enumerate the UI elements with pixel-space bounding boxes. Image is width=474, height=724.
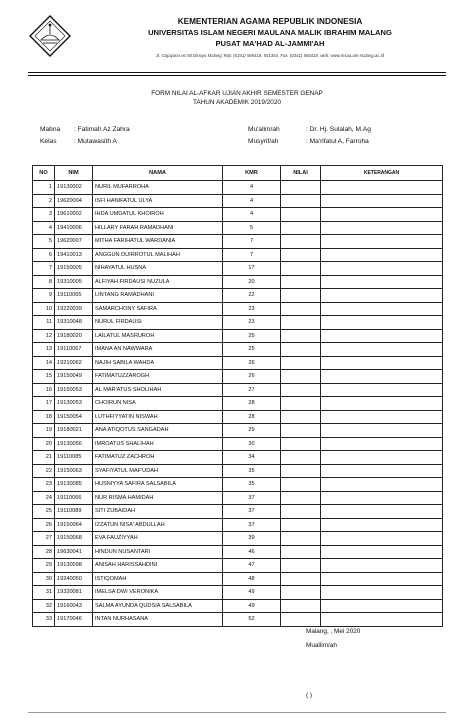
cell-keterangan: [321, 302, 443, 316]
table-row: [33, 505, 443, 519]
cell-nilai: [281, 437, 321, 451]
cell-nim: 19150053: [55, 383, 93, 397]
mualim-label: Mu'alim/ah: [248, 126, 280, 133]
cell-no: 10: [33, 302, 55, 316]
cell-kmr: 30: [223, 437, 281, 451]
table-row: [33, 329, 443, 343]
header-no: NO: [33, 166, 55, 181]
cell-nim: 19210062: [55, 356, 93, 370]
cell-nilai: [281, 262, 321, 276]
cell-kmr: 25: [223, 343, 281, 357]
cell-no: 20: [33, 437, 55, 451]
cell-no: 24: [33, 491, 55, 505]
cell-nama: ISFI HANIFATUL ULYA: [93, 194, 223, 208]
cell-keterangan: [321, 505, 443, 519]
cell-keterangan: [321, 613, 443, 627]
cell-nim: 19150068: [55, 532, 93, 546]
cell-nama: IMANA AN NAWWARA: [93, 343, 223, 357]
cell-keterangan: [321, 329, 443, 343]
table-row: [33, 275, 443, 289]
cell-nama: LUTHFIYYATIN NISWAH: [93, 410, 223, 424]
letterhead-divider: [28, 72, 446, 73]
cell-nama: HILLARY FARAH RAMADHANI: [93, 221, 223, 235]
table-row: [33, 491, 443, 505]
cell-nim: 19110065: [55, 289, 93, 303]
cell-nim: 19110089: [55, 505, 93, 519]
cell-keterangan: [321, 545, 443, 559]
cell-nama: ANGGUN DUIRROTUL MALIHAH: [93, 248, 223, 262]
cell-keterangan: [321, 356, 443, 370]
table-row: [33, 289, 443, 303]
table-row: [33, 599, 443, 613]
cell-no: 11: [33, 316, 55, 330]
cell-kmr: 4: [223, 208, 281, 222]
cell-no: 6: [33, 248, 55, 262]
cell-no: 33: [33, 613, 55, 627]
cell-no: 13: [33, 343, 55, 357]
table-row: [33, 316, 443, 330]
cell-kmr: 26: [223, 370, 281, 384]
cell-kmr: 46: [223, 545, 281, 559]
cell-nilai: [281, 613, 321, 627]
cell-nim: 19160043: [55, 599, 93, 613]
cell-no: 8: [33, 275, 55, 289]
cell-nama: IMELSA DWI VERONIKA: [93, 586, 223, 600]
cell-nim: 19220039: [55, 302, 93, 316]
kelas-label: Kelas: [40, 138, 57, 145]
mabna-label: Mabna: [40, 126, 61, 133]
cell-kmr: 34: [223, 451, 281, 465]
cell-nilai: [281, 599, 321, 613]
cell-keterangan: [321, 532, 443, 546]
cell-keterangan: [321, 599, 443, 613]
cell-nama: CHOIRUN NISA: [93, 397, 223, 411]
header-nim: NIM: [55, 166, 93, 181]
cell-keterangan: [321, 208, 443, 222]
cell-no: 16: [33, 383, 55, 397]
table-row: [33, 343, 443, 357]
cell-no: 30: [33, 572, 55, 586]
cell-nilai: [281, 478, 321, 492]
cell-keterangan: [321, 370, 443, 384]
cell-nilai: [281, 181, 321, 195]
cell-nim: 19110066: [55, 491, 93, 505]
cell-nama: IHDA UMDATUL KHOIROH: [93, 208, 223, 222]
cell-nilai: [281, 397, 321, 411]
table-row: [33, 464, 443, 478]
cell-nama: FATIMATUZZAROGH: [93, 370, 223, 384]
table-row: [33, 302, 443, 316]
cell-no: 9: [33, 289, 55, 303]
info-left: [40, 124, 130, 148]
cell-nama: IMROATUS SHALIHAH: [93, 437, 223, 451]
cell-kmr: 49: [223, 586, 281, 600]
page-bottom-divider: [28, 712, 446, 713]
cell-keterangan: [321, 181, 443, 195]
cell-nim: 19130098: [55, 559, 93, 573]
cell-keterangan: [321, 248, 443, 262]
cell-no: 14: [33, 356, 55, 370]
cell-kmr: 22: [223, 289, 281, 303]
cell-nilai: [281, 370, 321, 384]
cell-keterangan: [321, 451, 443, 465]
cell-kmr: 23: [223, 302, 281, 316]
cell-keterangan: [321, 383, 443, 397]
cell-nim: 19320081: [55, 586, 93, 600]
mualim-value: : Dr. Hj. Sulalah, M.Ag: [306, 126, 371, 133]
cell-no: 3: [33, 208, 55, 222]
header-nama: NAMA: [93, 166, 223, 181]
cell-kmr: 23: [223, 316, 281, 330]
cell-nim: 19150064: [55, 518, 93, 532]
cell-no: 26: [33, 518, 55, 532]
table-header-row: [33, 166, 443, 181]
cell-keterangan: [321, 518, 443, 532]
cell-nama: INTAN NURHASANA: [93, 613, 223, 627]
cell-nama: NURUL FIRDAUSI: [93, 316, 223, 330]
cell-keterangan: [321, 316, 443, 330]
address-line: Jl. Gajayana no 50 Dinoyo Malang Telp: (0341) 565418, 551354, Fax. (0341) 565418, web: www.msaa.uin-malang.ac.id: [156, 53, 384, 58]
cell-kmr: 52: [223, 613, 281, 627]
cell-nim: 19150054: [55, 410, 93, 424]
cell-no: 32: [33, 599, 55, 613]
table-row: [33, 532, 443, 546]
cell-kmr: 7: [223, 235, 281, 249]
cell-kmr: 17: [223, 262, 281, 276]
table-row: [33, 181, 443, 195]
cell-kmr: 35: [223, 478, 281, 492]
letterhead-divider-thin: [28, 75, 446, 76]
header-kmr: KMR: [223, 166, 281, 181]
cell-no: 7: [33, 262, 55, 276]
grades-table: [32, 165, 443, 627]
cell-kmr: 20: [223, 275, 281, 289]
cell-keterangan: [321, 343, 443, 357]
uin-malang-logo: [28, 14, 72, 58]
cell-nim: 19180021: [55, 424, 93, 438]
table-row: [33, 397, 443, 411]
table-row: [33, 424, 443, 438]
cell-nilai: [281, 451, 321, 465]
cell-no: 29: [33, 559, 55, 573]
table-row: [33, 356, 443, 370]
cell-kmr: 27: [223, 383, 281, 397]
cell-keterangan: [321, 464, 443, 478]
cell-nim: 19620007: [55, 235, 93, 249]
cell-no: 22: [33, 464, 55, 478]
cell-nama: MITHA FARIHATUL WARDANIA: [93, 235, 223, 249]
table-row: [33, 370, 443, 384]
cell-keterangan: [321, 559, 443, 573]
cell-kmr: 25: [223, 329, 281, 343]
cell-keterangan: [321, 572, 443, 586]
cell-nilai: [281, 559, 321, 573]
cell-nama: ISTIQOMAH: [93, 572, 223, 586]
cell-nilai: [281, 356, 321, 370]
cell-nim: 19410013: [55, 248, 93, 262]
cell-kmr: 5: [223, 221, 281, 235]
cell-no: 17: [33, 397, 55, 411]
cell-nim: 19130002: [55, 181, 93, 195]
cell-no: 15: [33, 370, 55, 384]
cell-nilai: [281, 302, 321, 316]
table-row: [33, 262, 443, 276]
table-row: [33, 478, 443, 492]
cell-nilai: [281, 221, 321, 235]
cell-no: 31: [33, 586, 55, 600]
cell-nilai: [281, 410, 321, 424]
cell-kmr: 4: [223, 194, 281, 208]
cell-nilai: [281, 329, 321, 343]
cell-nama: IZZATUN NISA' ABDULLAH: [93, 518, 223, 532]
cell-nama: NIHAYATUL HUSNA: [93, 262, 223, 276]
table-row: [33, 545, 443, 559]
cell-kmr: 48: [223, 572, 281, 586]
cell-nilai: [281, 545, 321, 559]
cell-nim: 19150049: [55, 370, 93, 384]
cell-nim: 19630041: [55, 545, 93, 559]
cell-nilai: [281, 572, 321, 586]
cell-nama: HUSNIYYA SAFIRA SALSABILA: [93, 478, 223, 492]
cell-nilai: [281, 518, 321, 532]
table-row: [33, 383, 443, 397]
cell-nim: 19170046: [55, 613, 93, 627]
cell-no: 4: [33, 221, 55, 235]
table-row: [33, 410, 443, 424]
info-right: [248, 124, 371, 148]
letterhead: [80, 16, 460, 58]
cell-keterangan: [321, 275, 443, 289]
cell-keterangan: [321, 235, 443, 249]
cell-nama: FATIMATUZ ZACHROH: [93, 451, 223, 465]
kelas-value: : Mutawasith A: [74, 138, 117, 145]
cell-no: 1: [33, 181, 55, 195]
cell-nama: EVA FAUZIYYAH: [93, 532, 223, 546]
signature-name-line: ( ): [306, 692, 313, 699]
form-title-line: FORM NILAI AL-AFKAR UJIAN AKHIR SEMESTER GENAP: [151, 90, 323, 97]
cell-no: 12: [33, 329, 55, 343]
cell-nilai: [281, 491, 321, 505]
musyrif-label: Musyrif/ah: [248, 138, 279, 145]
table-row: [33, 586, 443, 600]
cell-no: 2: [33, 194, 55, 208]
university-name: UNIVERSITAS ISLAM NEGERI MAULANA MALIK IBRAHIM MALANG: [148, 28, 392, 37]
cell-keterangan: [321, 437, 443, 451]
cell-kmr: 37: [223, 505, 281, 519]
table-row: [33, 248, 443, 262]
cell-nilai: [281, 383, 321, 397]
cell-keterangan: [321, 424, 443, 438]
cell-kmr: 7: [223, 248, 281, 262]
cell-nama: NUR RISMA HAMIDAH: [93, 491, 223, 505]
cell-keterangan: [321, 397, 443, 411]
cell-kmr: 4: [223, 181, 281, 195]
ministry-name: KEMENTERIAN AGAMA REPUBLIK INDONESIA: [177, 17, 363, 26]
cell-keterangan: [321, 410, 443, 424]
cell-kmr: 47: [223, 559, 281, 573]
cell-kmr: 28: [223, 410, 281, 424]
table-row: [33, 559, 443, 573]
cell-keterangan: [321, 289, 443, 303]
cell-nim: 19620004: [55, 194, 93, 208]
table-row: [33, 451, 443, 465]
table-row: [33, 572, 443, 586]
cell-nama: NURIL MUFARROHA: [93, 181, 223, 195]
cell-nim: 19310005: [55, 275, 93, 289]
cell-keterangan: [321, 478, 443, 492]
table-row: [33, 437, 443, 451]
table-row: [33, 194, 443, 208]
cell-nim: 19410006: [55, 221, 93, 235]
cell-nilai: [281, 586, 321, 600]
cell-nama: NAJIH SABILA WAHDA: [93, 356, 223, 370]
cell-nilai: [281, 235, 321, 249]
cell-kmr: 26: [223, 356, 281, 370]
cell-nama: LAILATUL MASRUROH: [93, 329, 223, 343]
cell-no: 5: [33, 235, 55, 249]
cell-nilai: [281, 316, 321, 330]
cell-nim: 19110085: [55, 451, 93, 465]
cell-kmr: 49: [223, 599, 281, 613]
cell-nim: 19130056: [55, 437, 93, 451]
cell-nama: ALFIYAH FIRDAUSI NUZULA: [93, 275, 223, 289]
cell-nim: 19240050: [55, 572, 93, 586]
cell-nim: 19130085: [55, 478, 93, 492]
cell-nim: 19610002: [55, 208, 93, 222]
cell-nim: 19310048: [55, 316, 93, 330]
cell-kmr: 37: [223, 518, 281, 532]
cell-keterangan: [321, 586, 443, 600]
institution-name: PUSAT MA'HAD AL-JAMMI'AH: [215, 39, 325, 48]
table-row: [33, 221, 443, 235]
cell-nim: 19150063: [55, 464, 93, 478]
form-title: [0, 89, 474, 107]
cell-nim: 19150005: [55, 262, 93, 276]
cell-keterangan: [321, 262, 443, 276]
cell-kmr: 35: [223, 464, 281, 478]
table-row: [33, 208, 443, 222]
cell-keterangan: [321, 221, 443, 235]
header-keterangan: KETERANGAN: [321, 166, 443, 181]
cell-nama: ANA ATIQOTUS SANGADAH: [93, 424, 223, 438]
cell-nama: SITI ZUBAIDAH: [93, 505, 223, 519]
cell-no: 23: [33, 478, 55, 492]
cell-nim: 19180020: [55, 329, 93, 343]
cell-nilai: [281, 505, 321, 519]
cell-no: 18: [33, 410, 55, 424]
cell-nilai: [281, 275, 321, 289]
mabna-value: : Fatimah Az Zahra: [74, 126, 130, 133]
musyrif-value: : Ma'rifatul A, Farroha: [306, 138, 369, 145]
cell-nim: 19110067: [55, 343, 93, 357]
cell-nama: ANISAH HARISSAHDINI: [93, 559, 223, 573]
table-row: [33, 235, 443, 249]
cell-nama: AL MAR'ATUS SHOLIHAH: [93, 383, 223, 397]
cell-nim: 19130053: [55, 397, 93, 411]
cell-no: 25: [33, 505, 55, 519]
cell-nilai: [281, 532, 321, 546]
cell-nilai: [281, 464, 321, 478]
table-row: [33, 613, 443, 627]
header-nilai: NILAI: [281, 166, 321, 181]
cell-nilai: [281, 424, 321, 438]
cell-nama: HINDUN NUSANTARI: [93, 545, 223, 559]
cell-no: 27: [33, 532, 55, 546]
cell-nama: LINTANG RAMADHANI: [93, 289, 223, 303]
cell-nama: SAMARCHONY SAFIRA: [93, 302, 223, 316]
cell-nama: SALMA AYUNDA QUDSIA SALSABILA: [93, 599, 223, 613]
cell-keterangan: [321, 194, 443, 208]
cell-no: 19: [33, 424, 55, 438]
academic-year: TAHUN AKADEMIK 2019/2020: [193, 99, 281, 106]
cell-no: 28: [33, 545, 55, 559]
cell-nilai: [281, 194, 321, 208]
cell-nilai: [281, 289, 321, 303]
cell-kmr: 37: [223, 491, 281, 505]
signature-place-date: Malang, , Mei 2020: [306, 628, 361, 635]
cell-nilai: [281, 343, 321, 357]
cell-no: 21: [33, 451, 55, 465]
cell-keterangan: [321, 491, 443, 505]
signature-role: Muallim/ah: [306, 642, 337, 649]
cell-kmr: 29: [223, 424, 281, 438]
cell-nama: SYAFIYATUL MAF'UDAH: [93, 464, 223, 478]
cell-kmr: 39: [223, 532, 281, 546]
cell-nilai: [281, 248, 321, 262]
cell-kmr: 28: [223, 397, 281, 411]
table-row: [33, 518, 443, 532]
cell-nilai: [281, 208, 321, 222]
